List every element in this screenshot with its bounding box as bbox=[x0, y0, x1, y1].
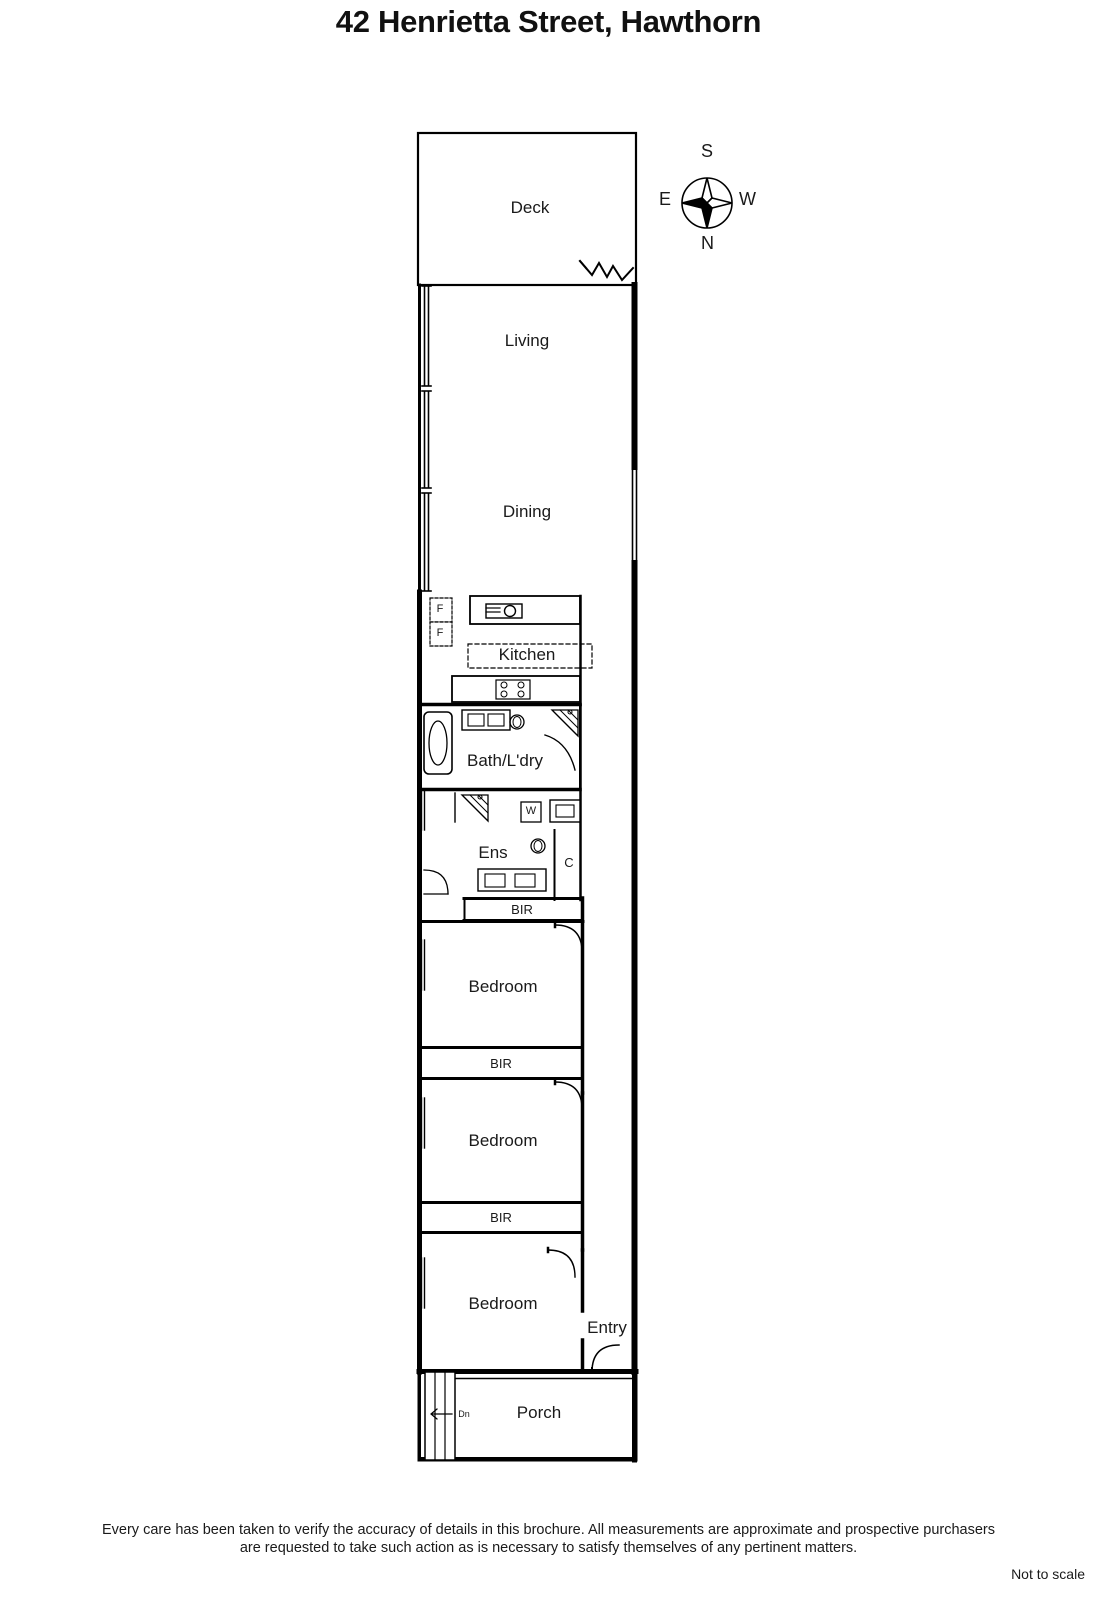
not-to-scale-note: Not to scale bbox=[1011, 1566, 1085, 1582]
room-label-bath-laundry: Bath/L'dry bbox=[466, 751, 544, 770]
label-stairs-down: Dn bbox=[458, 1409, 470, 1419]
label-fridge-2: F bbox=[436, 627, 444, 639]
disclaimer-line-1: Every care has been taken to verify the accuracy of details in this brochure. All measurements are approximate and prospective purchasers bbox=[101, 1522, 995, 1538]
compass-label-west: W bbox=[739, 189, 756, 209]
room-label-entry: Entry bbox=[587, 1318, 627, 1337]
label-bir-3: BIR bbox=[490, 1210, 512, 1225]
room-label-bedroom-1: Bedroom bbox=[468, 977, 538, 996]
label-bir-2: BIR bbox=[490, 1056, 512, 1071]
room-label-bedroom-3: Bedroom bbox=[468, 1294, 538, 1313]
room-label-living: Living bbox=[504, 331, 550, 350]
room-label-ensuite: Ens bbox=[478, 843, 508, 862]
room-label-bedroom-2: Bedroom bbox=[468, 1131, 538, 1150]
compass-label-north: N bbox=[701, 233, 714, 253]
room-label-dining: Dining bbox=[502, 502, 552, 521]
compass-label-south: S bbox=[701, 141, 714, 161]
disclaimer-line-2: are requested to take such action as is necessary to satisfy themselves of any pertinent matters. bbox=[239, 1540, 858, 1556]
label-cupboard: C bbox=[564, 855, 574, 870]
room-label-kitchen: Kitchen bbox=[498, 645, 556, 664]
compass-rose bbox=[655, 141, 765, 260]
disclaimer bbox=[0, 1521, 1097, 1557]
room-label-porch: Porch bbox=[516, 1403, 562, 1422]
label-fridge-1: F bbox=[436, 603, 444, 615]
compass-label-east: E bbox=[659, 189, 672, 209]
label-bir-1: BIR bbox=[511, 902, 533, 917]
label-washer: W bbox=[525, 805, 537, 817]
page-title: 42 Henrietta Street, Hawthorn bbox=[335, 4, 762, 39]
room-label-deck: Deck bbox=[510, 198, 550, 217]
